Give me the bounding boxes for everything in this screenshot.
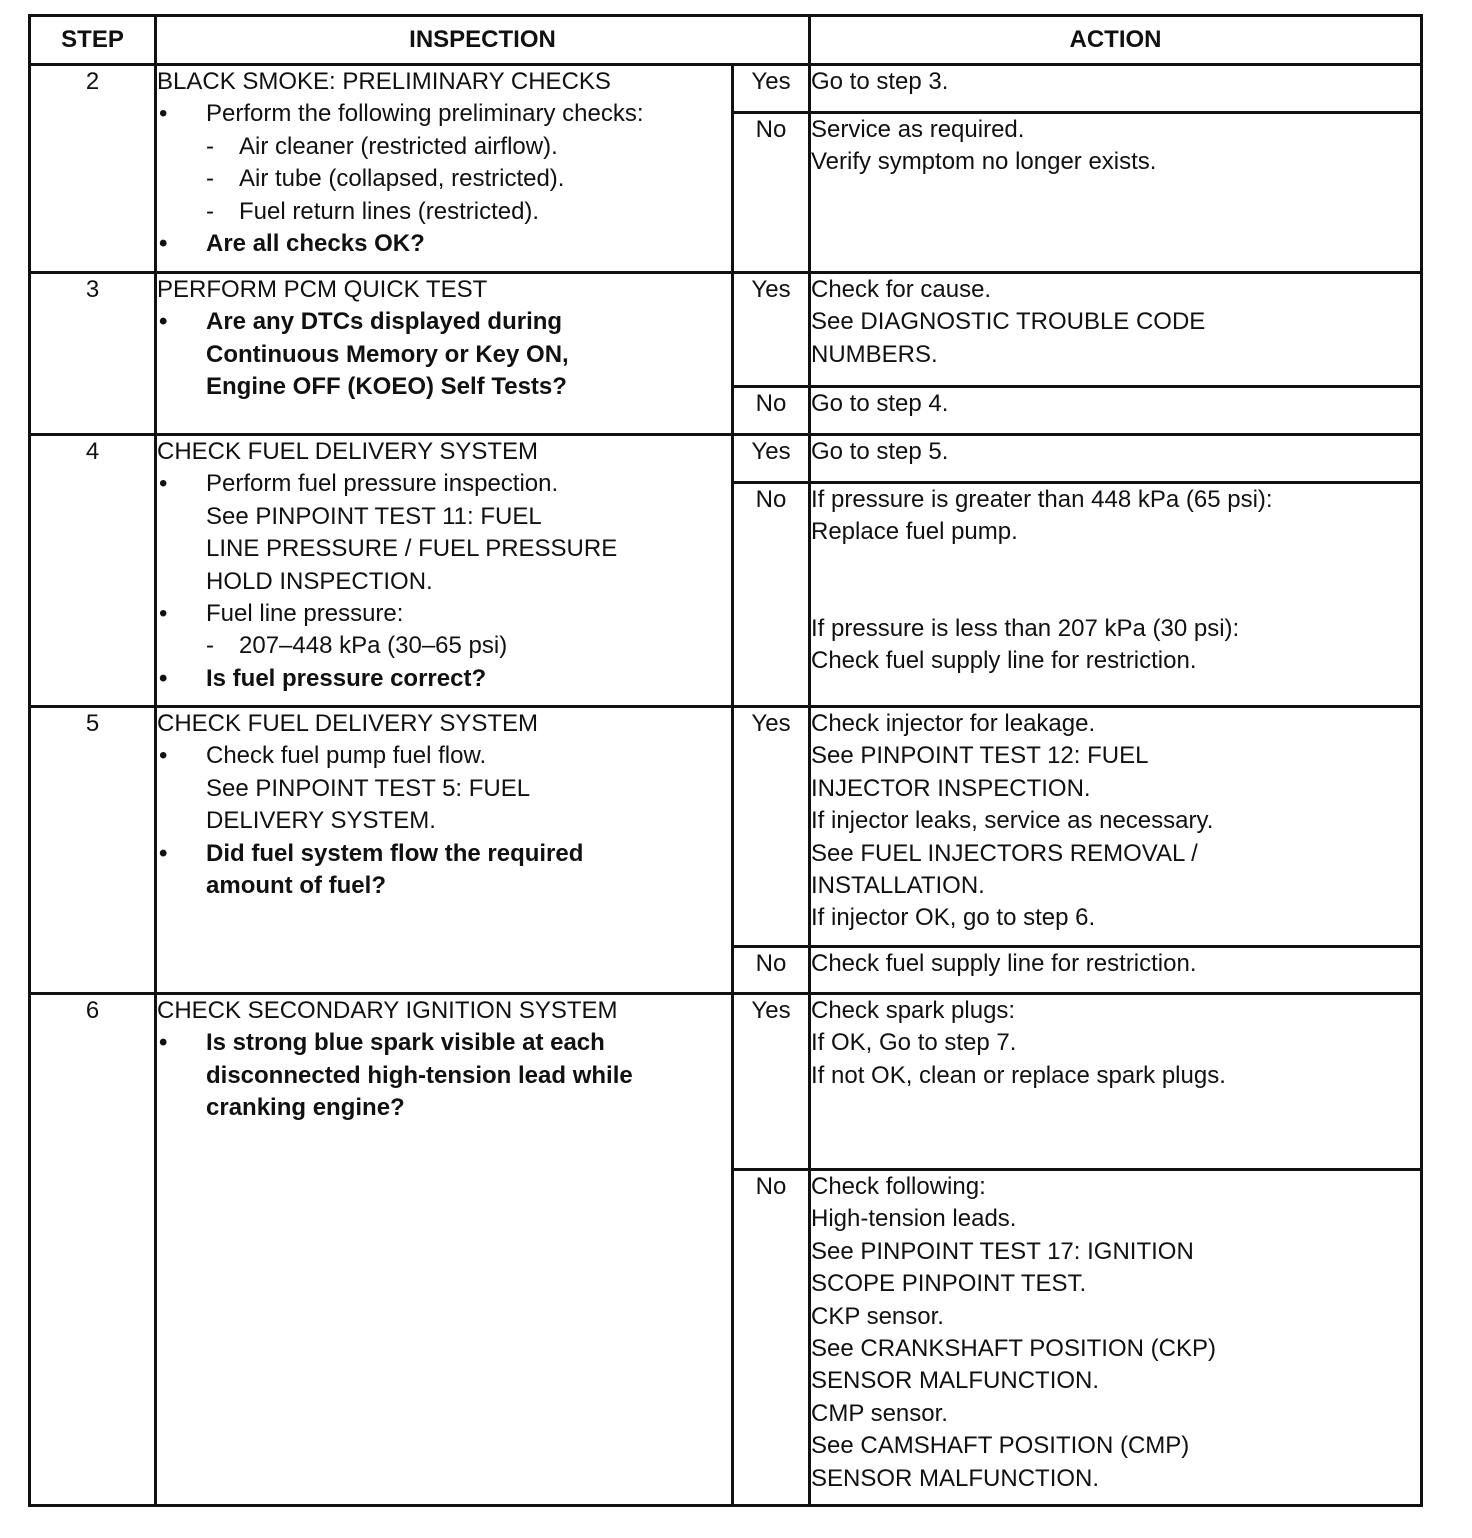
no-label: No: [733, 387, 810, 435]
step-4-inspection: CHECK FUEL DELIVERY SYSTEM • Perform fuel pressure inspection. See PINPOINT TEST 11: FUEL LINE PRESSURE / FUEL PRESSURE HOLD INSPECTION. • Fuel line pressure: - 207–448 kPa (30–65 psi) • Is fuel pressure correct?: [156, 435, 733, 707]
sub-item: - 207–448 kPa (30–65 psi): [206, 632, 508, 660]
bullet-icon: •: [159, 839, 168, 867]
step-4-yes-row: [30, 435, 1422, 483]
bullet-item: • Fuel line pressure:: [157, 598, 731, 630]
step-number: 5: [30, 707, 156, 994]
sub-item: - Fuel return lines (restricted).: [206, 197, 540, 225]
bullet-icon: •: [159, 230, 168, 258]
yes-label: Yes: [733, 65, 810, 113]
bullet-icon: •: [159, 100, 168, 128]
step-2-yes-row: [30, 65, 1422, 113]
yes-label: Yes: [733, 994, 810, 1170]
header-inspection: INSPECTION: [156, 16, 810, 65]
step-4-no-action: If pressure is greater than 448 kPa (65 psi): Replace fuel pump. If pressure is less than 207 kPa (30 psi): Check fuel supply line for restriction.: [810, 483, 1422, 707]
bullet-question: • Did fuel system flow the required: [157, 838, 731, 870]
step-5-inspection: CHECK FUEL DELIVERY SYSTEM • Check fuel pump fuel flow. See PINPOINT TEST 5: FUEL DELIVERY SYSTEM. • Did fuel system flow the required amount of fuel?: [156, 707, 733, 994]
inspection-title: PERFORM PCM QUICK TEST: [157, 276, 488, 303]
bullet-question: • Are all checks OK?: [157, 228, 731, 260]
bullet-icon: •: [159, 1029, 168, 1057]
inspection-title: CHECK FUEL DELIVERY SYSTEM: [157, 438, 538, 465]
bullet-icon: •: [159, 600, 168, 628]
bullet-item: • Perform the following preliminary checks:: [157, 98, 731, 130]
bullet-item: • Check fuel pump fuel flow.: [157, 740, 731, 772]
inspection-title: CHECK FUEL DELIVERY SYSTEM: [157, 710, 538, 737]
bullet-icon: •: [159, 742, 168, 770]
step-6-no-action: Check following: High-tension leads. See PINPOINT TEST 17: IGNITION SCOPE PINPOINT TEST. CKP sensor. See CRANKSHAFT POSITION (CKP) SENSOR MALFUNCTION. CMP sensor. See CAMSHAFT POSITION (CMP) SENSOR MALFUNCTION.: [810, 1170, 1422, 1506]
bullet-icon: •: [159, 664, 168, 692]
step-number: 4: [30, 435, 156, 707]
step-6-inspection: CHECK SECONDARY IGNITION SYSTEM • Is strong blue spark visible at each disconnected high-tension lead while cranking engine?: [156, 994, 733, 1506]
step-2-no-action: Service as required. Verify symptom no longer exists.: [810, 113, 1422, 273]
step-5-yes-action: Check injector for leakage. See PINPOINT TEST 12: FUEL INJECTOR INSPECTION. If injector leaks, service as necessary. See FUEL INJECTORS REMOVAL / INSTALLATION. If injector OK, go to step 6.: [810, 707, 1422, 947]
step-3-yes-row: [30, 273, 1422, 387]
sub-item: - Air cleaner (restricted airflow).: [206, 132, 558, 160]
step-2-inspection: [156, 65, 733, 273]
bullet-icon: •: [159, 470, 168, 498]
step-5-yes-row: [30, 707, 1422, 947]
header-action: ACTION: [810, 16, 1422, 65]
step-number: 3: [30, 273, 156, 435]
bullet-question: • Is strong blue spark visible at each: [157, 1027, 731, 1059]
step-3-inspection: PERFORM PCM QUICK TEST • Are any DTCs displayed during Continuous Memory or Key ON, Engine OFF (KOEO) Self Tests?: [156, 273, 733, 435]
yes-label: Yes: [733, 273, 810, 387]
bullet-icon: •: [159, 308, 168, 336]
step-5-no-action: Check fuel supply line for restriction.: [810, 947, 1422, 994]
bullet-question: • Is fuel pressure correct?: [157, 663, 731, 695]
header-step: STEP: [30, 16, 156, 65]
step-number: 6: [30, 994, 156, 1506]
no-label: No: [733, 947, 810, 994]
step-6-yes-row: [30, 994, 1422, 1170]
step-4-yes-action: Go to step 5.: [810, 435, 1422, 483]
sub-item: - Air tube (collapsed, restricted).: [206, 165, 565, 193]
bullet-question: • Are any DTCs displayed during: [157, 306, 731, 338]
step-3-no-action: Go to step 4.: [810, 387, 1422, 435]
step-6-yes-action: Check spark plugs: If OK, Go to step 7. If not OK, clean or replace spark plugs.: [810, 994, 1422, 1170]
bullet-item: • Perform fuel pressure inspection.: [157, 468, 731, 500]
inspection-title: CHECK SECONDARY IGNITION SYSTEM: [157, 997, 618, 1024]
step-number: 2: [30, 65, 156, 273]
header-row: [30, 16, 1422, 65]
step-2-yes-action: Go to step 3.: [810, 65, 1422, 113]
yes-label: Yes: [733, 707, 810, 947]
no-label: No: [733, 483, 810, 707]
inspection-title: BLACK SMOKE: PRELIMINARY CHECKS: [157, 68, 611, 95]
no-label: No: [733, 1170, 810, 1506]
diagnostic-table: [28, 14, 1423, 1507]
no-label: No: [733, 113, 810, 273]
step-3-yes-action: Check for cause. See DIAGNOSTIC TROUBLE CODE NUMBERS.: [810, 273, 1422, 387]
yes-label: Yes: [733, 435, 810, 483]
